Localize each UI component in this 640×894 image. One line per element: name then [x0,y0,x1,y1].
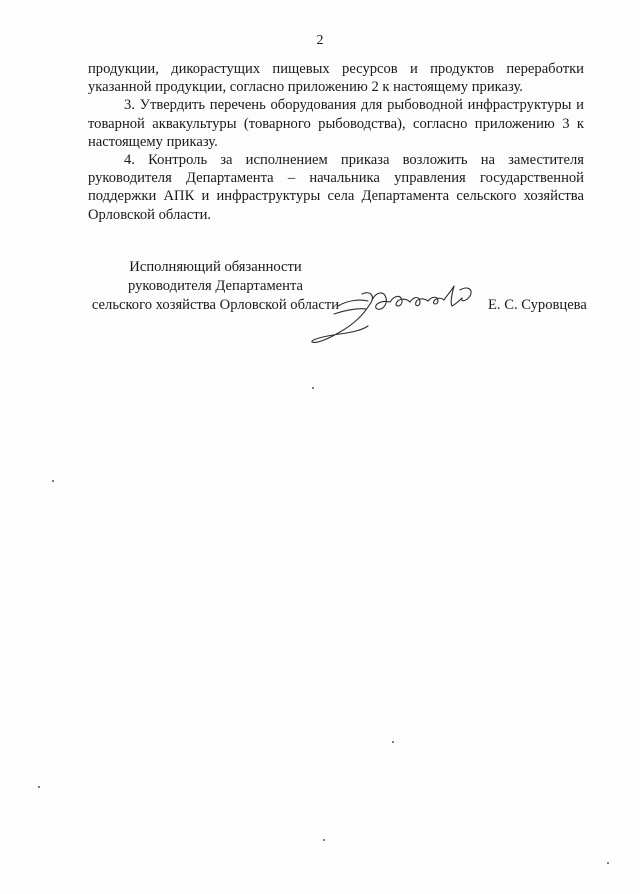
page-number: 2 [316,33,324,48]
scan-speck [607,862,609,864]
scan-speck [52,480,54,482]
scan-speck [38,786,40,788]
signer-position-line: сельского хозяйства Орловской области [91,297,340,313]
document-body [88,60,584,224]
signer-name: Е. С. Суровцева [488,297,587,313]
scan-speck [312,387,314,389]
paragraph-continuation: продукции, дикорастущих пищевых ресурсов и продуктов переработки указанной продукции, согласно приложению 2 к настоящему приказу. [88,61,584,96]
signer-position [88,258,343,315]
handwritten-signature [310,270,490,350]
paragraph-item-4: 4. Контроль за исполнением приказа возложить на заместителя руководителя Департамента – начальника управления государственной поддержки АПК и инфраструктуры села Департамента сельского хозяйства Орловской области. [88,152,584,223]
signature-block [88,258,588,348]
signer-position-line: Исполняющий обязанности [129,259,302,275]
scan-speck [323,839,325,841]
scan-speck [392,741,394,743]
paragraph-item-3: 3. Утвердить перечень оборудования для рыбоводной инфраструктуры и товарной аквакультуры (товарного рыбоводства), согласно приложению 3 к настоящему приказу. [88,97,584,150]
signer-position-line: руководителя Департамента [127,278,304,294]
